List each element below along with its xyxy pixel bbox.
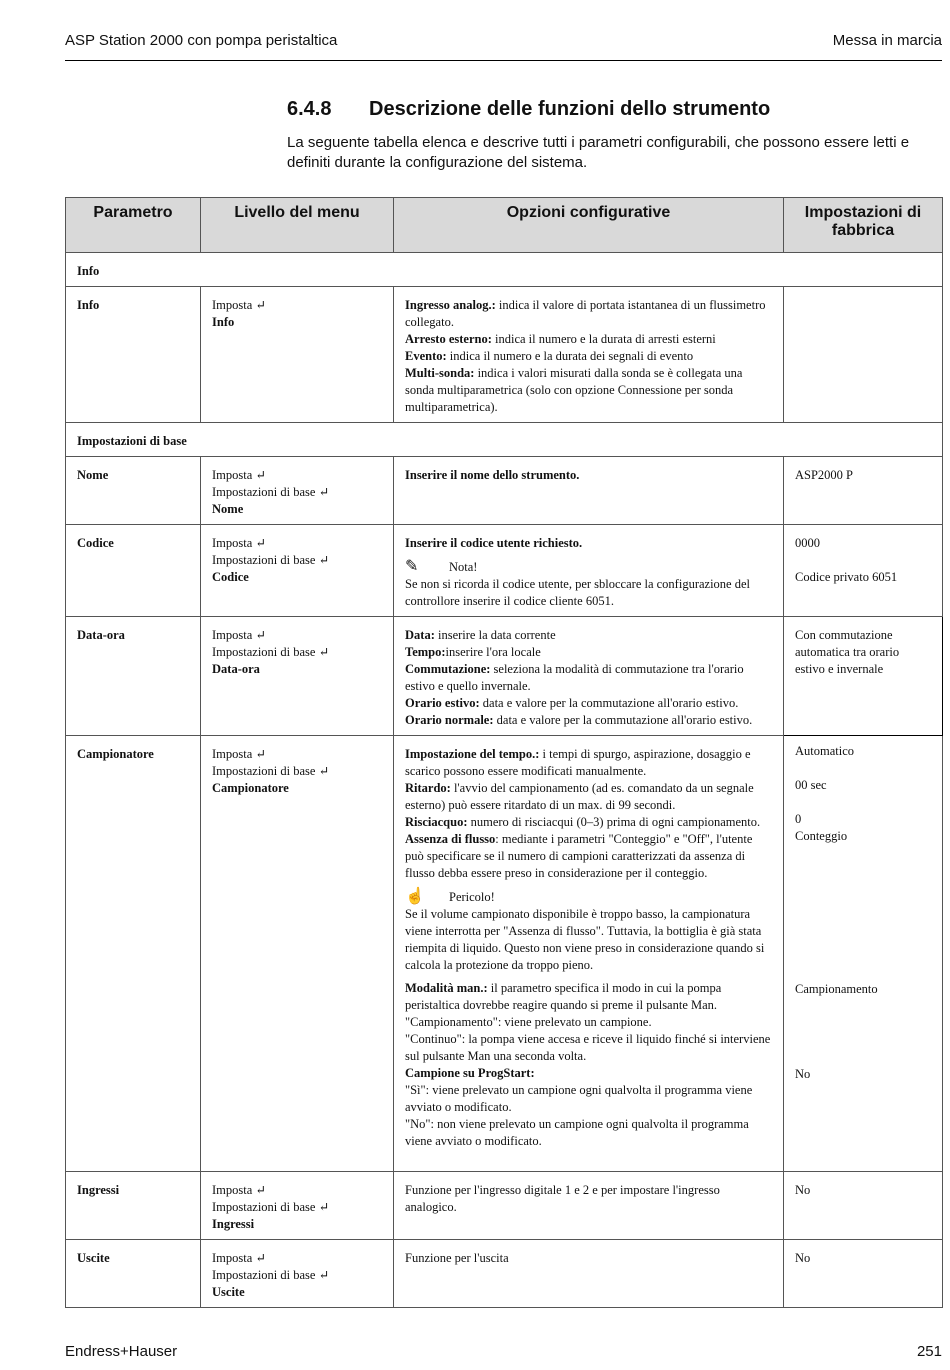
menu-path: [201, 617, 394, 736]
option-line: Impostazione del tempo.: i tempi di spurgo, aspirazione, dosaggio e scarico possono essere modificati manualmente.: [405, 747, 751, 778]
option-line: "No": non viene prelevato un campione ogni qualvolta il programma viene avviato o modificato.: [405, 1117, 749, 1148]
option-line: Commutazione: seleziona la modalità di commutazione tra l'orario estivo e quello invernale.: [405, 662, 744, 693]
warning-block: [405, 888, 772, 906]
menu-step: Impostazioni di base ↵: [212, 485, 330, 499]
option-line: "Campionamento": viene prelevato un campione.: [405, 1015, 652, 1029]
options-cell: [394, 287, 784, 423]
table-row-campionatore: [66, 736, 943, 1172]
menu-step-final: Ingressi: [212, 1217, 255, 1231]
menu-step-final: Uscite: [212, 1285, 245, 1299]
menu-step: Impostazioni di base ↵: [212, 553, 330, 567]
menu-path: [201, 525, 394, 617]
menu-step: Imposta ↵: [212, 1251, 266, 1265]
menu-step: Imposta ↵: [212, 747, 266, 761]
note-label: Nota!: [449, 560, 478, 574]
default-value: 00 sec: [795, 778, 827, 792]
param-name: Codice: [66, 525, 201, 617]
section-intro: La seguente tabella elenca e descrive tutti i parametri configurabili, che possono essere letti e definiti durante la configurazione del sistema.: [287, 134, 910, 171]
default-value: 0000: [795, 536, 820, 550]
footer-brand: Endress+Hauser: [65, 1343, 178, 1360]
page-header: [65, 32, 942, 61]
table-row-ingressi: [66, 1172, 943, 1240]
menu-step: Impostazioni di base ↵: [212, 645, 330, 659]
option-line: Ritardo: l'avvio del campionamento (ad es. comandato da un segnale esterno) può essere ritardato di un max. di 99 secondi.: [405, 781, 754, 812]
menu-path: [201, 457, 394, 525]
menu-step: Imposta ↵: [212, 298, 266, 312]
pencil-note-icon: ✎: [405, 558, 419, 575]
option-line: Orario normale: data e valore per la commutazione all'orario estivo.: [405, 713, 753, 727]
menu-step-final: Info: [212, 315, 235, 329]
option-line: Arresto esterno: indica il numero e la durata di arresti esterni: [405, 332, 716, 346]
menu-path: [201, 287, 394, 423]
param-name: Uscite: [66, 1240, 201, 1308]
default-cell: [784, 525, 943, 617]
table-header-row: [66, 198, 943, 253]
default-value: Codice privato 6051: [795, 570, 898, 584]
options-cell: [394, 736, 784, 1172]
section-heading: [287, 98, 770, 121]
option-line: Multi-sonda: indica i valori misurati dalla sonda se è collegata una sonda multiparametrica (solo con opzione Connessione per sonda multiparametrica).: [405, 366, 743, 414]
section-label: Info: [66, 253, 943, 287]
option-line: Data: inserire la data corrente: [405, 628, 556, 642]
default-cell: Con commutazione automatica tra orario estivo e invernale: [784, 617, 943, 736]
page-number: 251: [916, 1343, 942, 1360]
options-cell: Funzione per l'ingresso digitale 1 e 2 e per impostare l'ingresso analogico.: [394, 1172, 784, 1240]
table-row-nome: [66, 457, 943, 525]
section-number: 6.4.8: [287, 98, 332, 120]
section-title: Descrizione delle funzioni dello strumento: [369, 98, 771, 120]
default-cell: No: [784, 1240, 943, 1308]
option-line: Orario estivo: data e valore per la commutazione all'orario estivo.: [405, 696, 739, 710]
param-name: Ingressi: [66, 1172, 201, 1240]
menu-step-final: Data-ora: [212, 662, 260, 676]
param-name: Nome: [66, 457, 201, 525]
note-text: Se non si ricorda il codice utente, per sbloccare la configurazione del controllore inserire il codice cliente 6051.: [405, 577, 750, 608]
option-line: Modalità man.: il parametro specifica il modo in cui la pompa peristaltica dovrebbe reagire quando si preme il pulsante Man.: [405, 981, 722, 1012]
default-value: Campionamento: [795, 982, 878, 996]
column-header-livello: Livello del menu: [201, 198, 394, 253]
option-line: Risciacquo: numero di risciacqui (0–3) prima di ogni campionamento.: [405, 815, 761, 829]
menu-path: [201, 736, 394, 1172]
parameters-table: [65, 197, 943, 1308]
option-line: Ingresso analog.: indica il valore di portata istantanea di un flussimetro collegato.: [405, 298, 766, 329]
default-value: No: [795, 1067, 811, 1081]
menu-step-final: Campionatore: [212, 781, 289, 795]
option-line: Evento: indica il numero e la durata dei segnali di evento: [405, 349, 694, 363]
hand-warning-icon: ☝: [405, 888, 425, 905]
menu-step: Imposta ↵: [212, 1183, 266, 1197]
option-line: Tempo:inserire l'ora locale: [405, 645, 541, 659]
options-cell: [394, 525, 784, 617]
menu-path: [201, 1240, 394, 1308]
default-cell: [784, 736, 943, 1172]
header-document-title: ASP Station 2000 con pompa peristaltica: [65, 32, 338, 49]
section-row-base: [66, 423, 943, 457]
default-value: Conteggio: [795, 829, 848, 843]
section-label: Impostazioni di base: [66, 423, 943, 457]
option-line: Assenza di flusso: mediante i parametri "Conteggio" e "Off", l'utente può specificare se il numero di campioni caratterizzati da assenza di flusso debba essere preso in considerazione per il conteggio.: [405, 832, 753, 880]
option-line: "Continuo": la pompa viene accesa e riceve il liquido finché si interviene sul pulsante Man una seconda volta.: [405, 1032, 771, 1063]
options-cell: Inserire il nome dello strumento.: [394, 457, 784, 525]
menu-step: Imposta ↵: [212, 628, 266, 642]
menu-step: Impostazioni di base ↵: [212, 1200, 330, 1214]
table-row-dataora: [66, 617, 943, 736]
header-chapter-title: Messa in marcia: [832, 32, 942, 49]
table-row-info: [66, 287, 943, 423]
table-row-uscite: [66, 1240, 943, 1308]
default-value: Automatico: [795, 744, 855, 758]
default-cell: No: [784, 1172, 943, 1240]
menu-step: Imposta ↵: [212, 468, 266, 482]
menu-step: Impostazioni di base ↵: [212, 1268, 330, 1282]
option-line: Campione su ProgStart:: [405, 1066, 535, 1080]
option-line: "Sì": viene prelevato un campione ogni qualvolta il programma viene avviato o modificato.: [405, 1083, 753, 1114]
default-cell: ASP2000 P: [784, 457, 943, 525]
warning-text: Se il volume campionato disponibile è troppo basso, la campionatura viene interrotta per "Assenza di flusso". Tuttavia, la bottiglia è già stata riempita di liquido. Questo non viene preso in considerazione quando si calcola la protezione da troppo pieno.: [405, 907, 765, 972]
column-header-parametro: Parametro: [66, 198, 201, 253]
menu-step: Imposta ↵: [212, 536, 266, 550]
options-cell: [394, 617, 784, 736]
option-line: Inserire il codice utente richiesto.: [405, 536, 583, 550]
options-cell: Funzione per l'uscita: [394, 1240, 784, 1308]
column-header-impostazioni: Impostazioni di fabbrica: [784, 198, 943, 253]
param-name: Data-ora: [66, 617, 201, 736]
warning-label: Pericolo!: [449, 890, 495, 904]
menu-path: [201, 1172, 394, 1240]
note-block: [405, 558, 772, 576]
table-row-codice: [66, 525, 943, 617]
menu-step: Impostazioni di base ↵: [212, 764, 330, 778]
menu-step-final: Codice: [212, 570, 249, 584]
param-name: Info: [66, 287, 201, 423]
default-value: 0: [795, 812, 802, 826]
column-header-opzioni: Opzioni configurative: [394, 198, 784, 253]
default-cell: [784, 287, 943, 423]
section-row-info: [66, 253, 943, 287]
param-name: Campionatore: [66, 736, 201, 1172]
menu-step-final: Nome: [212, 502, 244, 516]
